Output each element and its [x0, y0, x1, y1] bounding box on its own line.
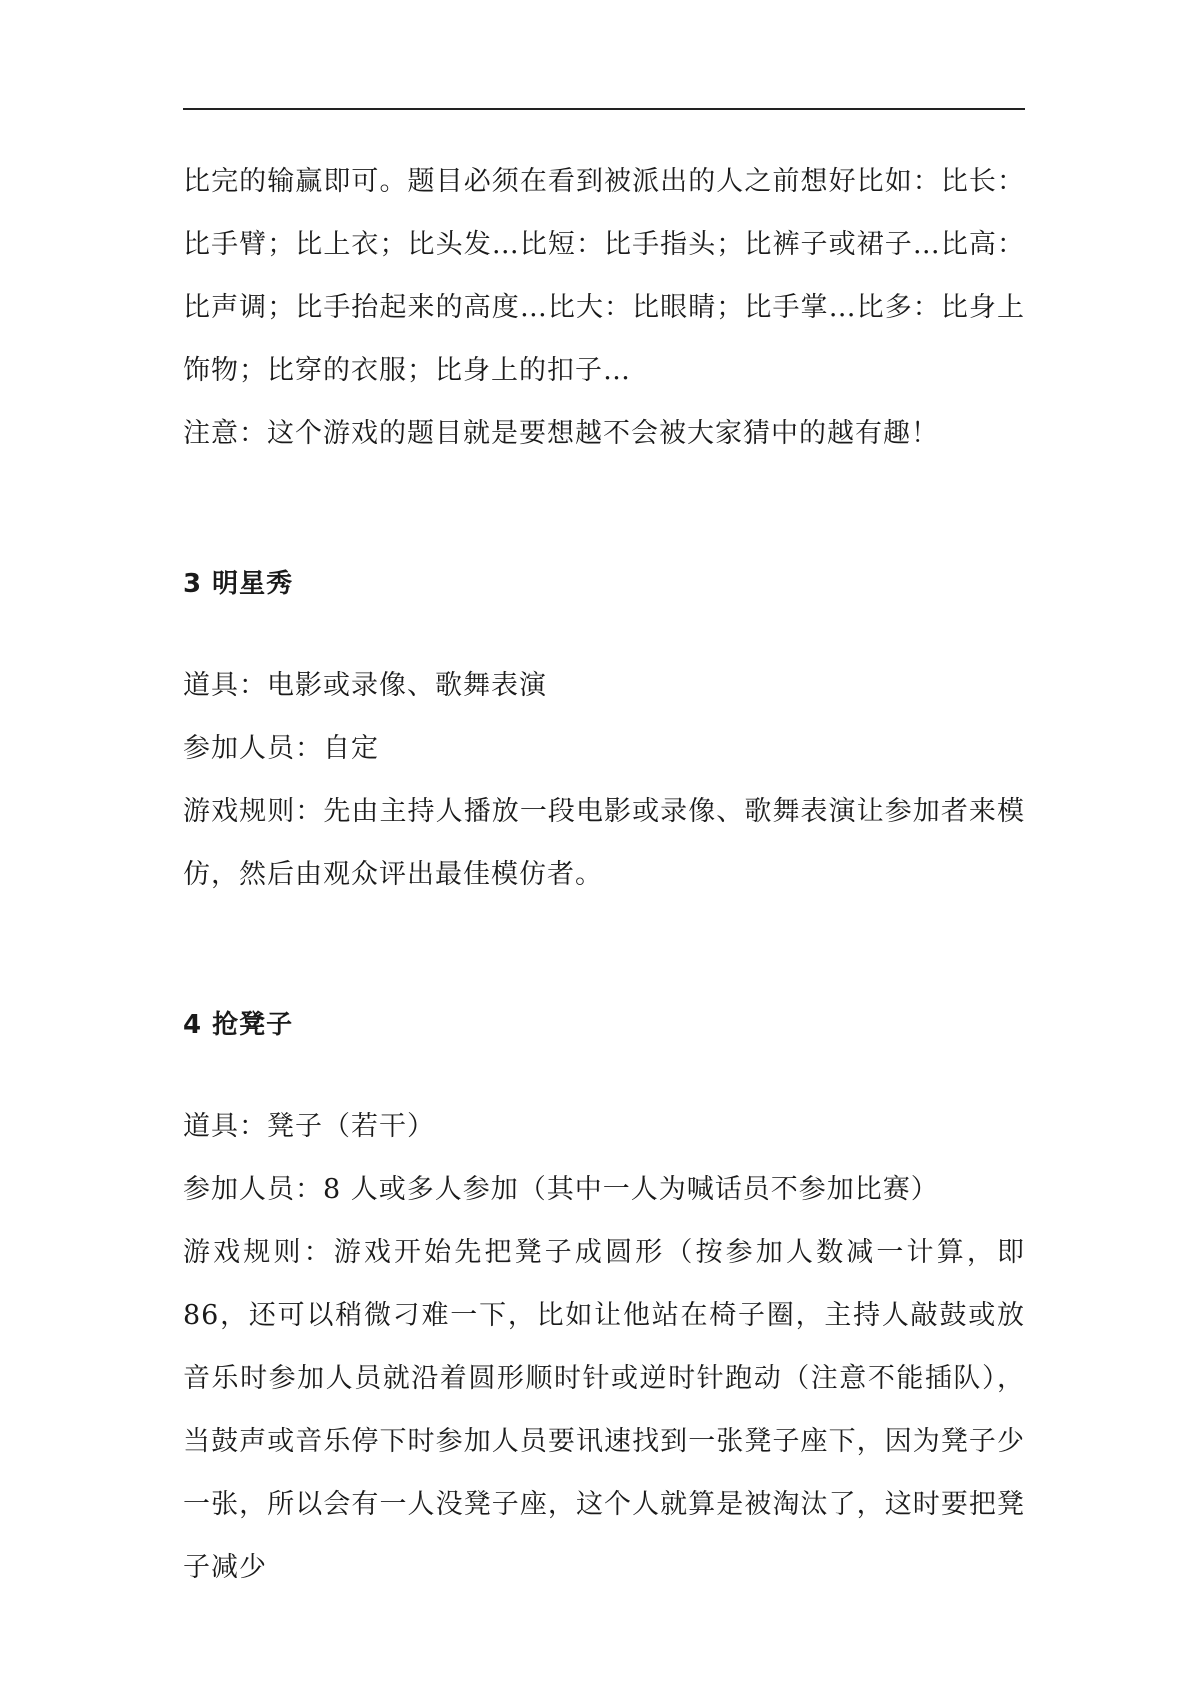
document-body — [183, 150, 1025, 1599]
intro-paragraph: 比完的输赢即可。题目必须在看到被派出的人之前想好比如：比长：比手臂；比上衣；比头发…比短：比手指头；比裤子或裙子…比高：比声调；比手抬起来的高度…比大：比眼睛；比手掌…比多：比身上饰物；比穿的衣服；比身上的扣子… — [183, 166, 1025, 386]
header-divider — [183, 108, 1025, 110]
section-4-rules: 游戏规则：游戏开始先把凳子成圆形（按参加人数减一计算，即 86，还可以稍微刁难一下，比如让他站在椅子圈，主持人敲鼓或放音乐时参加人员就沿着圆形顺时针或逆时针跑动（注意不能插队），当鼓声或音乐停下时参加人员要讯速找到一张凳子座下，因为凳子少一张，所以会有一人没凳子座，这个人就算是被淘汰了，这时要把凳子减少 — [183, 1237, 1025, 1583]
section-4-title: 4 抢凳子 — [183, 1010, 294, 1040]
section-3-participants: 参加人员：自定 — [183, 733, 379, 764]
section-3-rules: 游戏规则：先由主持人播放一段电影或录像、歌舞表演让参加者来模仿，然后由观众评出最佳模仿者。 — [183, 796, 1025, 890]
section-4-participants: 参加人员：8 人或多人参加（其中一人为喊话员不参加比赛） — [183, 1174, 939, 1205]
section-4-props: 道具：凳子（若干） — [183, 1111, 435, 1142]
section-3-title: 3 明星秀 — [183, 569, 294, 599]
intro-note: 注意：这个游戏的题目就是要想越不会被大家猜中的越有趣！ — [183, 418, 939, 449]
section-3-props: 道具：电影或录像、歌舞表演 — [183, 670, 547, 701]
